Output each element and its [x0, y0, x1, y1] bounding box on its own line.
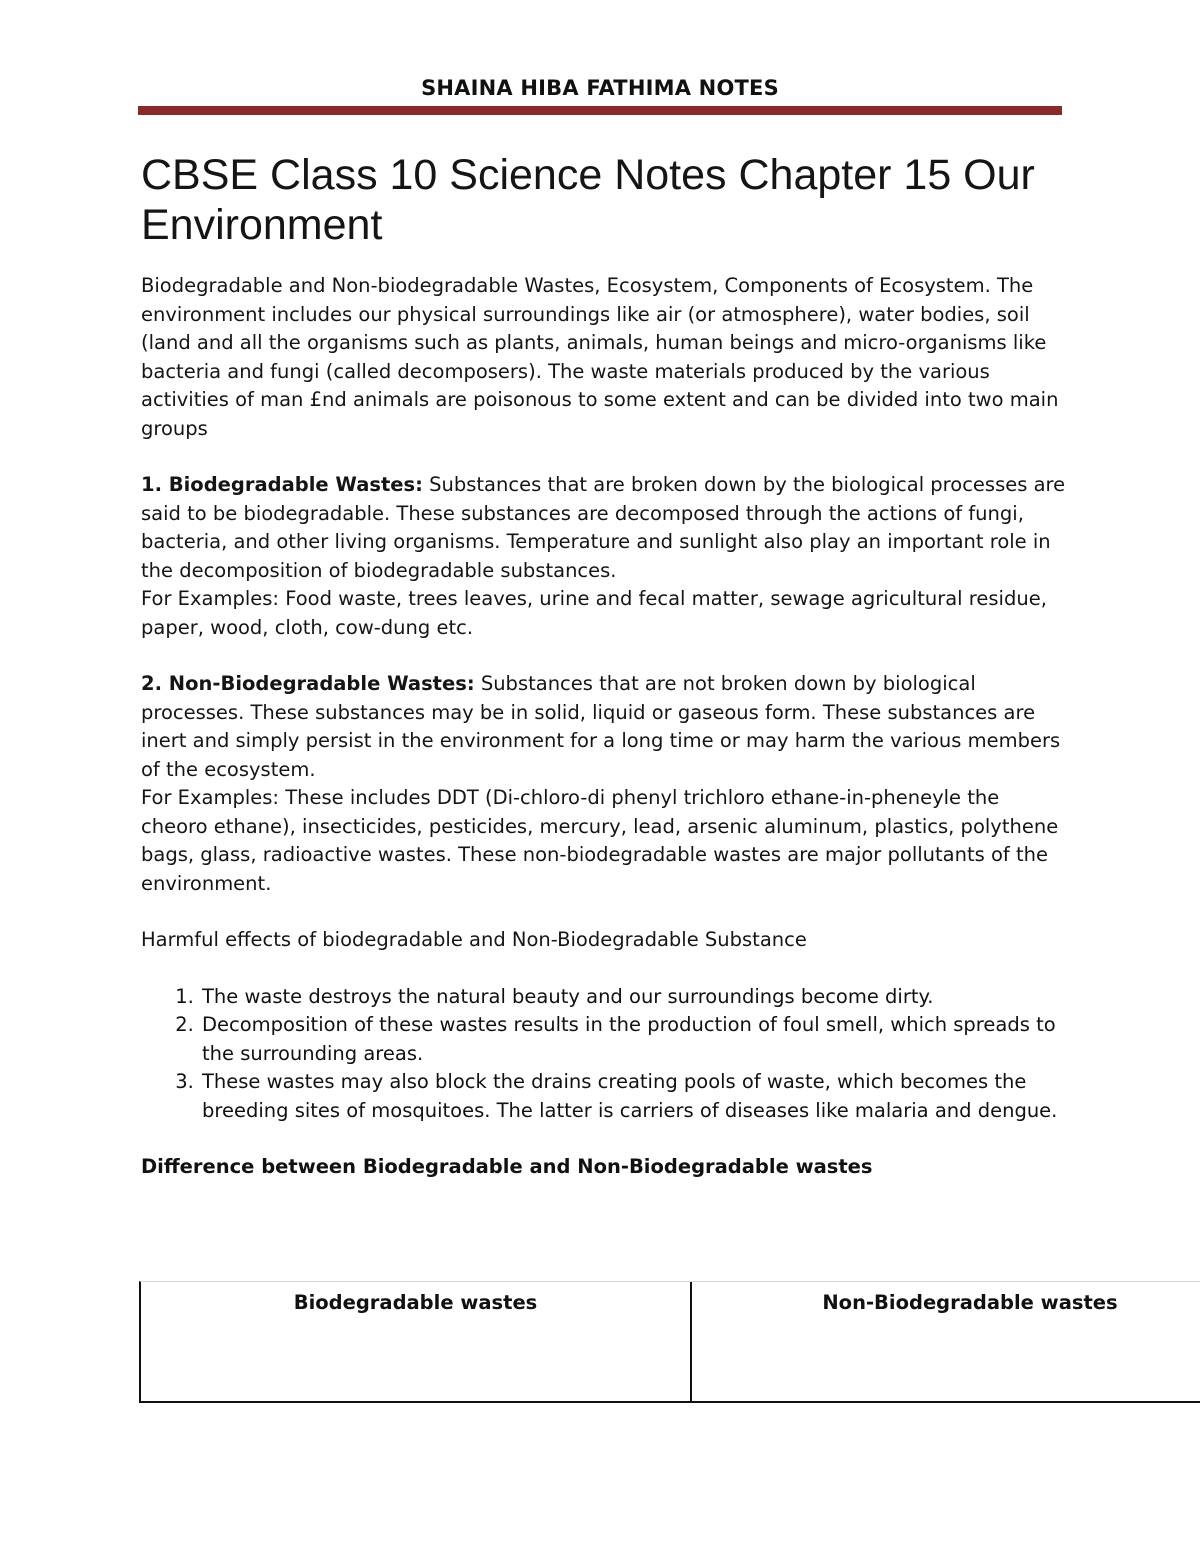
- section-biodegradable-text: Substances that are broken down by the biological processes are said to be biodegradable. These substances are decomposed through the actions of fungi, bacteria, and other living organisms. Temperature and sunlight also play an important role in the decomposition of biodegradable substances.: [141, 473, 1066, 582]
- list-item: 3. These wastes may also block the drains creating pools of waste, which becomes the breeding sites of mosquitoes. The latter is carriers of diseases like malaria and dengue.: [200, 1068, 1071, 1125]
- table-header-non-biodegradable: Non-Biodegradable wastes: [822, 1291, 1118, 1314]
- section-non-biodegradable: [141, 670, 1071, 898]
- document-body: [141, 150, 1071, 1182]
- section-non-biodegradable-heading: 2. Non-Biodegradable Wastes:: [141, 672, 475, 695]
- document-header: SHAINA HIBA FATHIMA NOTES: [421, 76, 779, 100]
- section-non-biodegradable-text: Substances that are not broken down by biological processes. These substances may be in solid, liquid or gaseous form. These substances are inert and simply persist in the environment for a long time or may harm the various members of the ecosystem.: [141, 672, 1061, 781]
- section-biodegradable: [141, 471, 1071, 642]
- section-biodegradable-heading: 1. Biodegradable Wastes:: [141, 473, 423, 496]
- intro-paragraph: Biodegradable and Non-biodegradable Wastes, Ecosystem, Components of Ecosystem. The environment includes our physical surroundings like air (or atmosphere), water bodies, soil (land and all the organisms such as plants, animals, human beings and micro-organisms like bacteria and fungi (called decomposers). The waste materials produced by the various activities of man £nd animals are poisonous to some extent and can be divided into two main groups: [141, 274, 1059, 440]
- list-item: 1. The waste destroys the natural beauty and our surroundings become dirty.: [200, 983, 1071, 1012]
- table-header-biodegradable: Biodegradable wastes: [141, 1282, 692, 1402]
- section-biodegradable-examples: For Examples: Food waste, trees leaves, urine and fecal matter, sewage agricultural residue, paper, wood, cloth, cow-dung etc.: [141, 587, 1047, 639]
- page-title: CBSE Class 10 Science Notes Chapter 15 Our Environment: [141, 151, 1035, 249]
- harmful-effects-list: [141, 983, 1071, 1126]
- harmful-effects-heading: Harmful effects of biodegradable and Non-Biodegradable Substance: [141, 928, 807, 951]
- list-item: 2. Decomposition of these wastes results in the production of foul smell, which spreads to the surrounding areas.: [200, 1011, 1071, 1068]
- difference-heading: Difference between Biodegradable and Non-Biodegradable wastes: [141, 1155, 873, 1178]
- difference-table: [139, 1281, 1200, 1403]
- header-rule: [138, 106, 1062, 115]
- section-non-biodegradable-examples: For Examples: These includes DDT (Di-chloro-di phenyl trichloro ethane-in-pheneyle the cheoro ethane), insecticides, pesticides, mercury, lead, arsenic aluminum, plastics, polythene bags, glass, radioactive wastes. These non-biodegradable wastes are major pollutants of the environment.: [141, 786, 1059, 895]
